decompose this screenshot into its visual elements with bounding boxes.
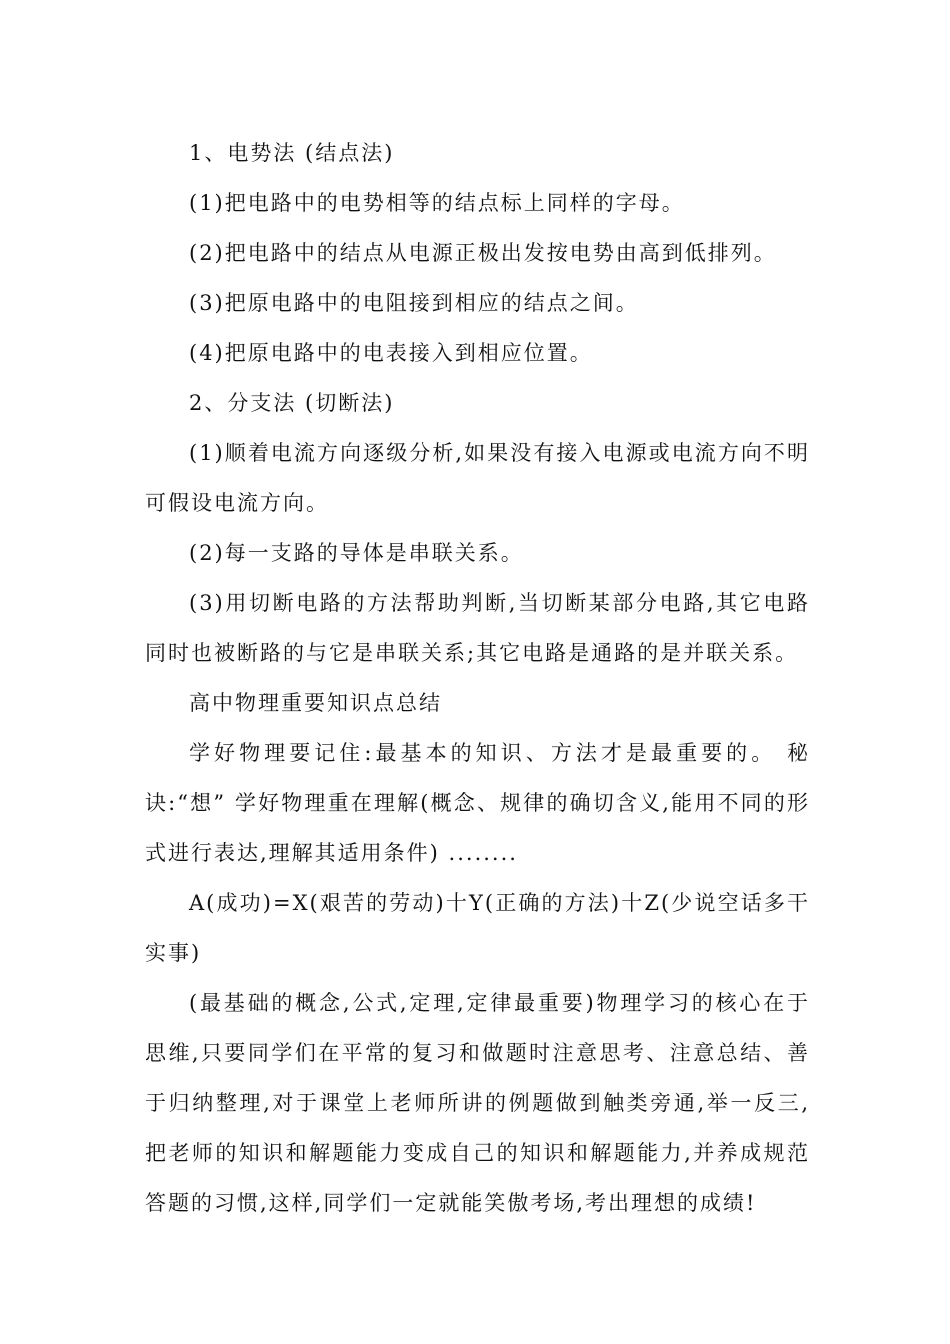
section-heading-branch-method: 2、分支法 (切断法) [189,391,395,415]
paragraph-success-formula: A(成功)=X(艰苦的劳动)十Y(正确的方法)十Z(少说空话多干实事) [145,891,810,965]
paragraph-core-thinking: (最基础的概念,公式,定理,定律最重要)物理学习的核心在于思维,只要同学们在平常的复习和做题时注意思考、注意总结、善于归纳整理,对于课堂上老师所讲的例题做到触类旁通,举一反三,把老师的知识和解题能力变成自己的知识和解题能力,并养成规范答题的习惯,这样,同学们一定就能笑傲考场,考出理想的成绩! [145,991,810,1215]
paragraph-step-1: (1)把电路中的电势相等的结点标上同样的字母。 [189,191,685,215]
section-heading-potential-method: 1、电势法 (结点法) [189,141,395,165]
paragraph-branch-step-1: (1)顺着电流方向逐级分析,如果没有接入电源或电流方向不明可假设电流方向。 [145,441,810,515]
section-heading-summary: 高中物理重要知识点总结 [189,691,442,715]
paragraph-branch-step-3: (3)用切断电路的方法帮助判断,当切断某部分电路,其它电路同时也被断路的与它是串联关系;其它电路是通路的是并联关系。 [145,591,810,665]
paragraph-step-3: (3)把原电路中的电阻接到相应的结点之间。 [189,291,639,315]
paragraph-study-tips: 学好物理要记住:最基本的知识、方法才是最重要的。 秘诀:“想” 学好物理重在理解(概念、规律的确切含义,能用不同的形式进行表达,理解其适用条件) ........ [145,741,810,865]
paragraph-branch-step-2: (2)每一支路的导体是串联关系。 [189,541,524,565]
document-body [145,128,810,1228]
paragraph-step-2: (2)把电路中的结点从电源正极出发按电势由高到低排列。 [189,241,777,265]
paragraph-step-4: (4)把原电路中的电表接入到相应位置。 [189,341,593,365]
